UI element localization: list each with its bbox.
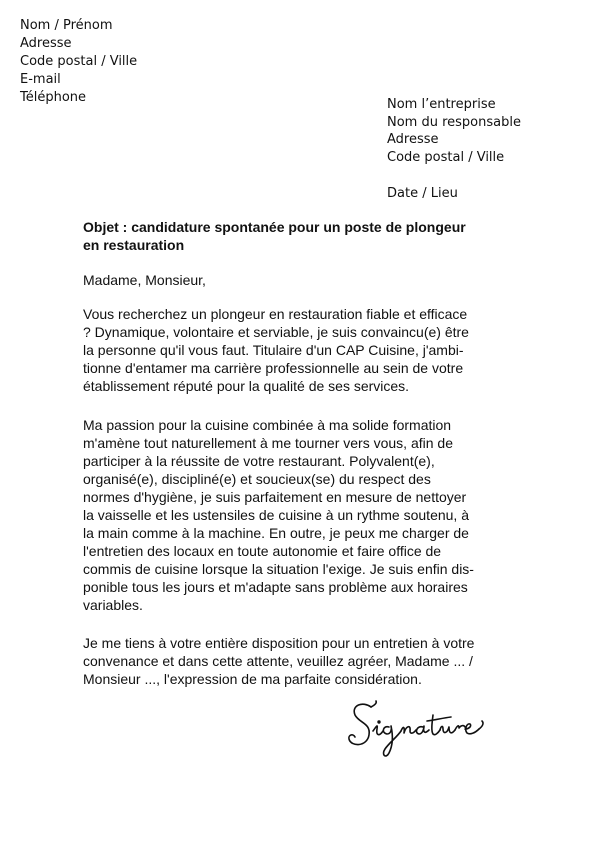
paragraph-line: organisé(e), discipliné(e) et soucieux(se) du respect des — [83, 471, 431, 487]
recipient-postal-city: Code postal / Ville — [387, 149, 505, 165]
paragraph-line: Ma passion pour la cuisine combinée à ma solide formation — [83, 417, 452, 433]
paragraph-line: participer à la réussite de votre restaurant. Polyvalent(e), — [83, 453, 435, 469]
sender-postal-city: Code postal / Ville — [20, 54, 138, 69]
subject-line — [83, 218, 513, 254]
paragraph-line: tionne d'entamer ma carrière professionnelle au sein de votre — [83, 360, 464, 376]
subject-line-1: Objet : candidature spontanée pour un poste de plongeur — [83, 219, 466, 235]
paragraph-line: commis de cuisine lorsque la situation l'exige. Je suis enfin dis- — [83, 561, 474, 577]
paragraph-line: établissement réputé pour la qualité de ses services. — [83, 378, 410, 394]
paragraph-line: Monsieur ..., l'expression de ma parfaite considération. — [83, 671, 422, 687]
subject-line-2: en restauration — [83, 237, 185, 253]
paragraph-line: normes d'hygiène, je suis parfaitement en mesure de nettoyer — [83, 489, 467, 505]
paragraph-line: convenance et dans cette attente, veuillez agréer, Madame ... / — [83, 653, 473, 669]
recipient-block — [387, 96, 521, 166]
paragraph-line: ponible tous les jours et m'adapte sans problème aux horaires — [83, 579, 468, 595]
handwritten-signature — [343, 693, 493, 763]
paragraph-line: variables. — [83, 597, 143, 613]
paragraph-line: la main comme à la machine. En outre, je peux me charger de — [83, 525, 469, 541]
signature-icon — [343, 693, 493, 763]
sender-name: Nom / Prénom — [20, 18, 113, 33]
sender-email: E-mail — [20, 72, 61, 87]
paragraph-closing — [83, 634, 513, 688]
paragraph-body — [83, 416, 513, 614]
salutation: Madame, Monsieur, — [83, 272, 206, 288]
paragraph-line: m'amène tout naturellement à me tourner vers vous, afin de — [83, 435, 453, 451]
recipient-manager: Nom du responsable — [387, 114, 521, 130]
sender-phone: Téléphone — [20, 90, 87, 105]
paragraph-line: Je me tiens à votre entière disposition pour un entretien à votre — [83, 635, 475, 651]
paragraph-line: la vaisselle et les ustensiles de cuisine à un rythme soutenu, à — [83, 507, 469, 523]
paragraph-line: Vous recherchez un plongeur en restauration fiable et efficace — [83, 306, 468, 322]
paragraph-line: la personne qu'il vous faut. Titulaire d'un CAP Cuisine, j'ambi- — [83, 342, 464, 358]
recipient-address: Adresse — [387, 132, 439, 147]
paragraph-intro — [83, 305, 513, 395]
paragraph-line: ? Dynamique, volontaire et serviable, je suis convaincu(e) être — [83, 324, 469, 340]
sender-address: Adresse — [20, 36, 72, 51]
date-place: Date / Lieu — [387, 186, 458, 201]
paragraph-line: l'entretien des locaux en toute autonomie et faire office de — [83, 543, 442, 559]
recipient-company: Nom l’entreprise — [387, 97, 496, 112]
sender-block — [20, 17, 137, 107]
